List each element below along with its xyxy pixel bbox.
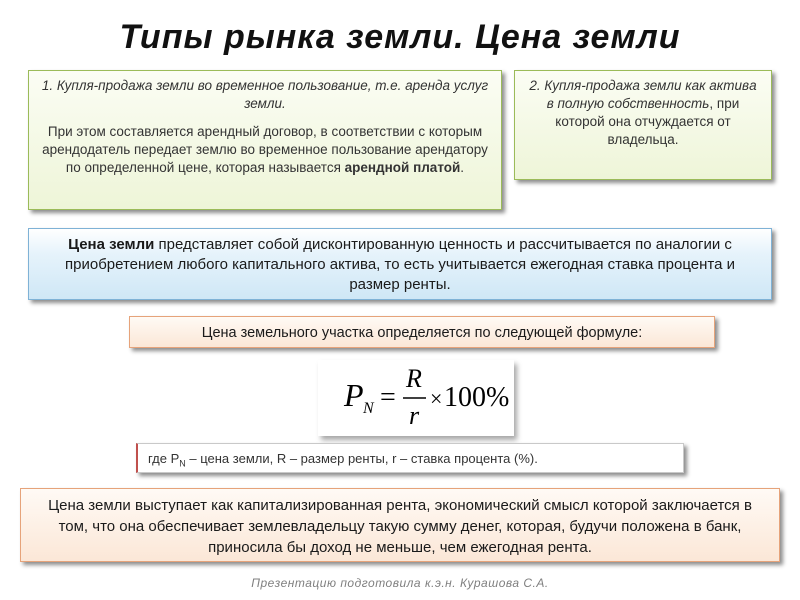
legend-part2: – цена земли, R – размер ренты, r – ставка процента (%). bbox=[185, 451, 538, 466]
rental-market-heading: 1. Купля-продажа земли во временное пользование, т.е. аренда услуг земли. bbox=[41, 78, 489, 111]
rental-market-description bbox=[39, 123, 491, 177]
ownership-text: , при которой она отчуждается от владельца. bbox=[555, 96, 740, 147]
formula-lhs: P bbox=[344, 377, 364, 413]
capitalized-rent-box: Цена земли выступает как капитализированная рента, экономический смысл которой заключается в том, что она обеспечивает землевладельцу такую сумму денег, которая, будучи положена в банк, приносила бы доход не меньше, чем ежегодная рента. bbox=[20, 488, 780, 562]
formula-denominator: r bbox=[409, 401, 420, 430]
ownership-heading: 2. Купля-продажа земли как активa в полную собственность bbox=[529, 78, 757, 111]
formula-equals: = bbox=[380, 382, 396, 413]
legend-subscript: N bbox=[179, 458, 186, 469]
land-price-definition bbox=[28, 228, 772, 300]
formula-percent: 100% bbox=[444, 382, 510, 413]
formula-intro: Цена земельного участка определяется по следующей формуле: bbox=[129, 316, 715, 348]
footer-credit: Презентацию подготовила к.э.н. Курашова С.А. bbox=[251, 576, 549, 590]
formula-lhs-subscript: N bbox=[363, 400, 374, 417]
formula-times: × bbox=[430, 386, 443, 411]
formula-numerator: R bbox=[406, 364, 422, 393]
land-price-term: Цена земли bbox=[68, 236, 155, 253]
legend-part1: где P bbox=[148, 451, 180, 466]
ownership-market-box bbox=[514, 70, 772, 180]
formula-legend bbox=[136, 443, 684, 473]
slide-title: Типы рынка земли. Цена земли bbox=[119, 18, 681, 56]
rental-text-end: . bbox=[460, 160, 465, 175]
rental-market-box bbox=[28, 70, 502, 210]
land-price-text: представляет собой дисконтированную ценность и рассчитывается по аналогии с приобретением любого капитального актива, то есть учитывается ежегодная ставка процента и размер ренты. bbox=[65, 236, 735, 293]
formula-graphic bbox=[318, 360, 514, 436]
rental-payment-term: арендной платой bbox=[344, 160, 461, 175]
rental-text: При этом составляется арендный договор, в соответствии с которым арендодатель передает землю во временное пользование арендатору по определенной цене, которая называется bbox=[42, 124, 488, 175]
land-price-formula bbox=[318, 360, 514, 436]
